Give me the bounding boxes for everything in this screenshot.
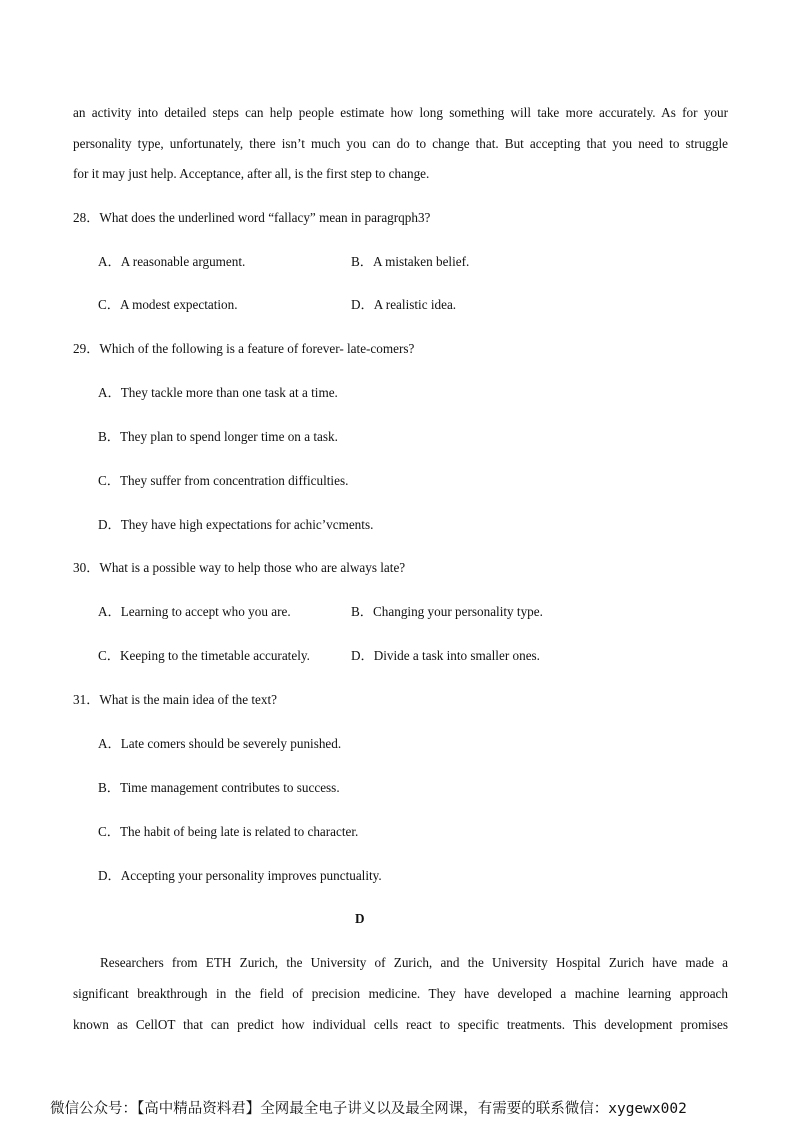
question-31-stem: 31．What is the main idea of the text? [73, 692, 277, 707]
passage-line: an activity into detailed steps can help people estimate how long something will take more accurately. As for your [73, 105, 728, 120]
question-28-stem: 28．What does the underlined word “fallacy” mean in paragrqph3? [73, 210, 431, 225]
question-29-option-c[interactable]: C．They suffer from concentration difficulties. [98, 473, 349, 488]
question-30-option-d[interactable]: D．Divide a task into smaller ones. [351, 648, 540, 663]
question-29-stem: 29．Which of the following is a feature of forever- late-comers? [73, 341, 415, 356]
question-31-option-d[interactable]: D．Accepting your personality improves punctuality. [98, 868, 382, 883]
passage-line: personality type, unfortunately, there isn’t much you can do to change that. But accepting that you need to struggle [73, 136, 728, 151]
footer-watermark: 微信公众号：【高中精品资料君】全网最全电子讲义以及最全网课，有需要的联系微信：xygewx002 [50, 1101, 687, 1117]
question-30-stem: 30．What is a possible way to help those who are always late? [73, 560, 406, 575]
passage-line: known as CellOT that can predict how individual cells react to specific treatments. This development promises [73, 1017, 728, 1032]
question-29-option-b[interactable]: B．They plan to spend longer time on a task. [98, 429, 338, 444]
question-31-option-b[interactable]: B．Time management contributes to success. [98, 780, 340, 795]
question-31-option-c[interactable]: C．The habit of being late is related to character. [98, 824, 359, 839]
question-30-option-b[interactable]: B．Changing your personality type. [351, 604, 543, 619]
question-28-option-b[interactable]: B．A mistaken belief. [351, 254, 470, 269]
passage-line: Researchers from ETH Zurich, the University of Zurich, and the University Hospital Zurich have made a [100, 955, 728, 970]
question-28-option-a[interactable]: A．A reasonable argument. [98, 254, 246, 269]
question-28-option-c[interactable]: C．A modest expectation. [98, 297, 238, 312]
question-29-option-a[interactable]: A．They tackle more than one task at a time. [98, 385, 338, 400]
passage-line: significant breakthrough in the field of precision medicine. They have developed a machine learning approach [73, 986, 728, 1001]
passage-line: for it may just help. Acceptance, after all, is the first step to change. [73, 166, 430, 181]
question-28-option-d[interactable]: D．A realistic idea. [351, 297, 457, 312]
question-30-option-a[interactable]: A．Learning to accept who you are. [98, 604, 291, 619]
question-31-option-a[interactable]: A．Late comers should be severely punished. [98, 736, 342, 751]
section-heading: D [355, 911, 365, 926]
question-29-option-d[interactable]: D．They have high expectations for achic’vcments. [98, 517, 374, 532]
question-30-option-c[interactable]: C．Keeping to the timetable accurately. [98, 648, 310, 663]
